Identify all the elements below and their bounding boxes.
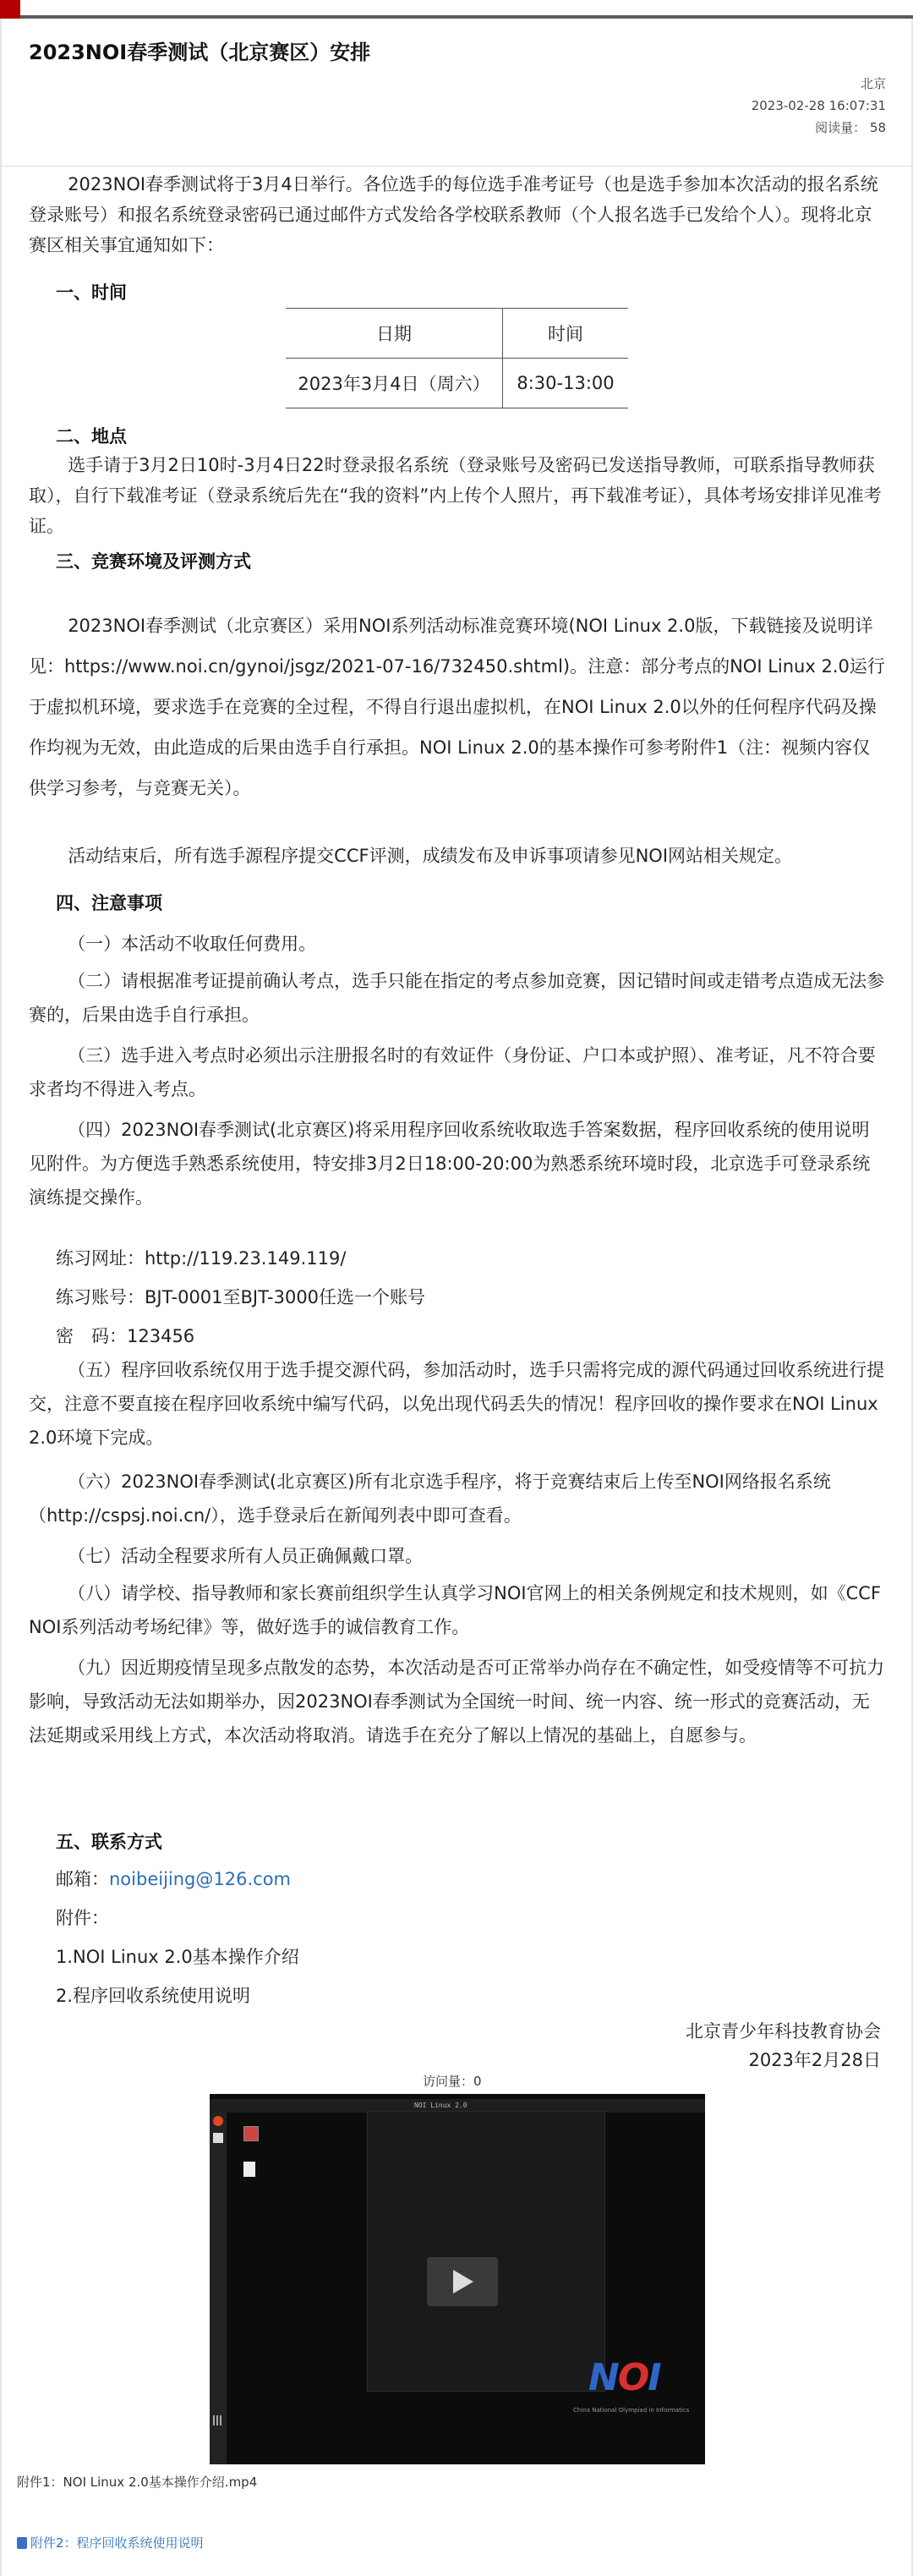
video-desktop-window bbox=[367, 2111, 605, 2392]
article-views: 阅读量： 58 bbox=[815, 120, 886, 135]
video-desktop-dock bbox=[210, 2113, 227, 2464]
play-button[interactable] bbox=[427, 2257, 498, 2306]
attachment-1-text: 1.NOI Linux 2.0基本操作介绍 bbox=[56, 1947, 299, 1967]
video-player[interactable] bbox=[210, 2094, 705, 2464]
section-environment-note: 活动结束后，所有选手源程序提交CCF评测，成绩发布及申诉事项请参见NOI网站相关规定。 bbox=[68, 846, 793, 866]
top-bar bbox=[0, 0, 913, 19]
schedule-date: 2023年3月4日（周六） bbox=[286, 359, 503, 408]
intro-paragraph: 2023NOI春季测试将于3月4日举行。各位选手的每位选手准考证号（也是选手参加本次活动的报名系统登录账号）和报名系统登录密码已通过邮件方式发给各学校联系教师（个人报名选手已发给个人）。现将北京赛区相关事宜通知如下： bbox=[29, 174, 878, 255]
attachments-label: 附件： bbox=[56, 1908, 109, 1928]
article-meta bbox=[752, 73, 886, 139]
frame-border-left bbox=[0, 19, 2, 2576]
apps-grid-icon bbox=[213, 2415, 223, 2425]
signature-org: 北京青少年科技教育协会 bbox=[686, 2021, 881, 2042]
firefox-icon bbox=[213, 2116, 223, 2126]
note-item-8: （八）请学校、指导教师和家长赛前组织学生认真学习NOI官网上的相关条例规定和技术规则，如《CCF NOI系列活动考场纪律》等，做好选手的诚信教育工作。 bbox=[29, 1583, 882, 1637]
note-item-2: （二）请根据准考证提前确认考点，选手只能在指定的考点参加竞赛，因记错时间或走错考点造成无法参赛的，后果由选手自行承担。 bbox=[29, 971, 885, 1025]
note-item-5: （五）程序回收系统仅用于选手提交源代码，参加活动时，选手只需将完成的源代码通过回收系统进行提交，注意不要直接在程序回收系统中编写代码，以免出现代码丢失的情况！程序回收的操作要求在NOI Linux 2.0环境下完成。 bbox=[29, 1360, 885, 1448]
article-datetime: 2023-02-28 16:07:31 bbox=[751, 98, 886, 113]
page-title: 2023NOI春季测试（北京赛区）安排 bbox=[29, 41, 371, 64]
schedule-row bbox=[286, 359, 628, 408]
article-location: 北京 bbox=[860, 76, 886, 91]
attachment-2-text: 2.程序回收系统使用说明 bbox=[56, 1986, 251, 2006]
section-contact-heading: 五、联系方式 bbox=[56, 1832, 162, 1852]
video-caption: 附件1：NOI Linux 2.0基本操作介绍.mp4 bbox=[17, 2475, 258, 2490]
attachment-2-link[interactable] bbox=[17, 2534, 204, 2551]
desktop-file-icon bbox=[243, 2126, 259, 2141]
attachment-2-link-text: 附件2：程序回收系统使用说明 bbox=[30, 2535, 204, 2551]
signature-date: 2023年2月28日 bbox=[748, 2050, 881, 2070]
section-location-heading: 二、地点 bbox=[56, 426, 127, 447]
section-location-text: 选手请于3月2日10时-3月4日22时登录报名系统（登录账号及密码已发送指导教师，可联系指导教师获取），自行下载准考证（登录系统后先在“我的资料”内上传个人照片，再下载准考证），具体考场安排详见准考证。 bbox=[29, 455, 882, 536]
noi-logo: NOI bbox=[588, 2356, 660, 2399]
note-item-3: （三）选手进入考点时必须出示注册报名时的有效证件（身份证、户口本或护照）、准考证，凡不符合要求者均不得进入考点。 bbox=[29, 1045, 876, 1099]
practice-account: 练习账号：BJT-0001至BJT-3000任选一个账号 bbox=[56, 1287, 426, 1307]
contact-email-label: 邮箱： bbox=[56, 1869, 109, 1889]
practice-password: 密 码：123456 bbox=[56, 1326, 195, 1346]
play-icon bbox=[453, 2270, 473, 2294]
schedule-header-time: 时间 bbox=[503, 309, 629, 359]
desktop-document-icon bbox=[243, 2162, 255, 2177]
note-item-4: （四）2023NOI春季测试(北京赛区)将采用程序回收系统收取选手答案数据，程序回收系统的使用说明见附件。为方便选手熟悉系统使用，特安排3月2日18:00-20:00为熟悉系统环境时段，北京选手可登录系统演练提交操作。 bbox=[29, 1120, 871, 1208]
schedule-time: 8:30-13:00 bbox=[503, 359, 629, 408]
contact-email-row bbox=[56, 1866, 291, 1891]
note-item-6: （六）2023NOI春季测试(北京赛区)所有北京选手程序，将于竞赛结束后上传至NOI网络报名系统（http://cspsj.noi.cn/），选手登录后在新闻列表中即可查看。 bbox=[29, 1472, 831, 1526]
document-icon bbox=[17, 2537, 27, 2549]
schedule-table bbox=[286, 308, 628, 408]
files-icon bbox=[213, 2133, 223, 2143]
note-item-7: （七）活动全程要求所有人员正确佩戴口罩。 bbox=[68, 1546, 424, 1566]
top-bar-accent bbox=[0, 0, 20, 19]
note-item-9: （九）因近期疫情呈现多点散发的态势，本次活动是否可正常举办尚存在不确定性，如受疫情等不可抗力影响，导致活动无法如期举办，因2023NOI春季测试为全国统一时间、统一内容、统一形式的竞赛活动，无法延期或采用线上方式，本次活动将取消。请选手在充分了解以上情况的基础上，自愿参与。 bbox=[29, 1658, 885, 1746]
schedule-header-date: 日期 bbox=[286, 309, 503, 359]
section-environment-text: 2023NOI春季测试（北京赛区）采用NOI系列活动标准竞赛环境(NOI Linux 2.0版，下载链接及说明详见：https://www.noi.cn/gynoi/jsgz/2021-07-16/732450.shtml)。注意：部分考点的NOI Linux 2.0运行于虚拟机环境，要求选手在竞赛的全过程，不得自行退出虚拟机，在NOI Linux 2.0以外的任何程序代码及操作均视为无效，由此造成的后果由选手自行承担。NOI Linux 2.0的基本操作可参考附件1（注：视频内容仅供学习参考，与竞赛无关）。 bbox=[29, 616, 885, 798]
section-time-heading: 一、时间 bbox=[56, 282, 127, 303]
practice-url: 练习网址：http://119.23.149.119/ bbox=[56, 1248, 347, 1269]
video-window-title: NOI Linux 2.0 bbox=[414, 2102, 467, 2109]
contact-email-link[interactable]: noibeijing@126.com bbox=[109, 1869, 291, 1889]
title-divider bbox=[0, 166, 913, 167]
section-environment-heading: 三、竞赛环境及评测方式 bbox=[56, 551, 251, 572]
noi-logo-subtitle: China National Olympiad in Informatics bbox=[573, 2407, 690, 2414]
schedule-header-row bbox=[286, 309, 628, 359]
note-item-1: （一）本活动不收取任何费用。 bbox=[68, 934, 317, 954]
section-notes-heading: 四、注意事项 bbox=[56, 893, 162, 913]
visit-counter: 访问量：0 bbox=[423, 2074, 482, 2089]
